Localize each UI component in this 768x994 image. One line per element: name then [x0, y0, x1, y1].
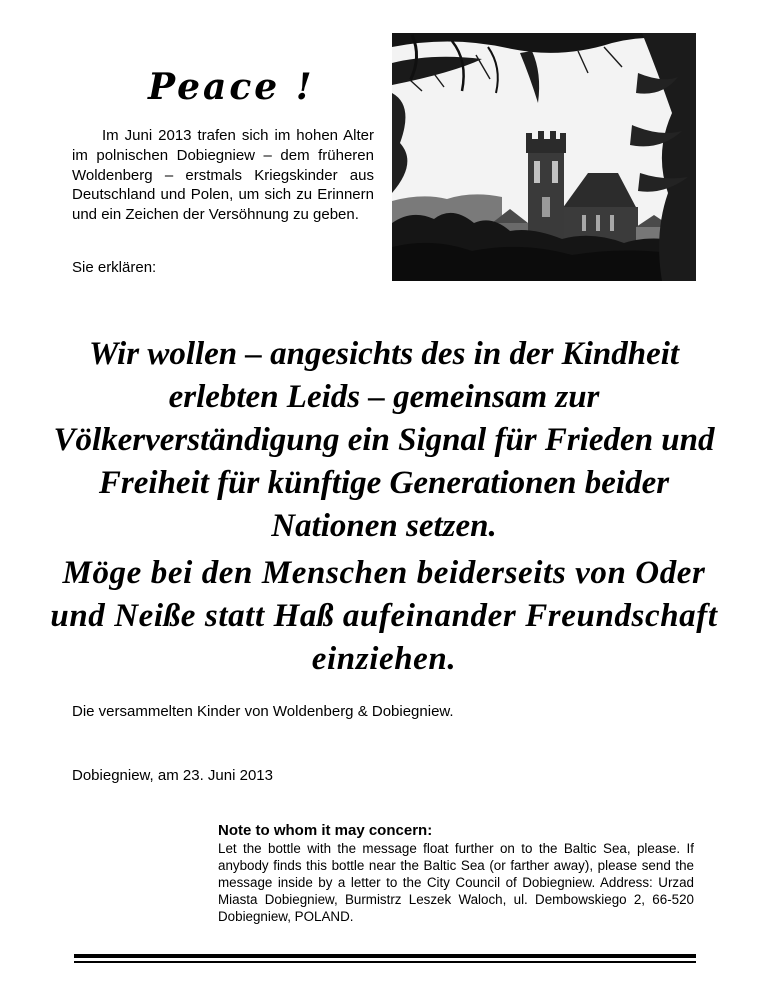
intro-paragraph: Im Juni 2013 trafen sich im hohen Alter im polnischen Dobiegniew – dem früheren Woldenberg – erstmals Kriegskinder aus Deutschland und Polen, um sich zu Erinnern und ein Zeichen der Versöhnung zu geben. — [72, 127, 374, 224]
friendship-wish: Möge bei den Menschen beiderseits von Oder und Neiße statt Haß aufeinander Freundschaft einziehen. — [50, 555, 718, 677]
signature: Die versammelten Kinder von Woldenberg & Dobiegniew. — [72, 703, 454, 720]
page-title: Peace ! — [148, 66, 315, 108]
note-heading: Note to whom it may concern: — [218, 822, 433, 839]
bottom-rule-thin — [74, 961, 696, 963]
dateline: Dobiegniew, am 23. Juni 2013 — [72, 767, 273, 784]
declaration-statement: Wir wollen – angesichts des in der Kindheit erlebten Leids – gemeinsam zur Völkerverständigung ein Signal für Frieden und Freiheit für künftige Generationen beider Nationen setzen. — [53, 336, 715, 544]
note-box — [218, 822, 694, 925]
declaration-label: Sie erklären: — [72, 259, 157, 276]
church-photo — [392, 33, 696, 281]
bottom-rule-thick — [74, 954, 696, 958]
note-body: Let the bottle with the message float further on to the Baltic Sea, please. If anybody finds this bottle near the Baltic Sea (or farther away), please send the message inside by a letter to the City Council of Dobiegniew. Address: Urzad Miasta Dobiegniew, Burmistrz Leszek Waloch, ul. Dembowskiego 2, 66-520 Dobiegniew, POLAND. — [218, 841, 694, 924]
